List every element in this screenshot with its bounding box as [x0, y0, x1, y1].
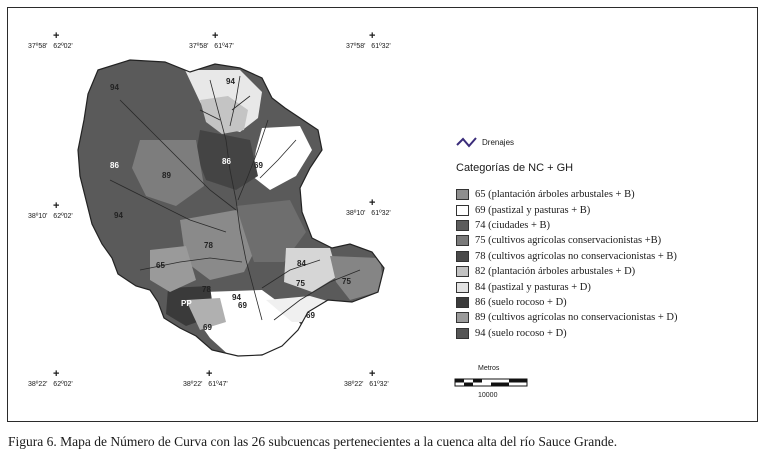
coord-cross: + — [369, 368, 376, 380]
map-label: 84 — [297, 259, 306, 268]
legend-item-label: 75 (cultivos agrícolas conservacionistas +B) — [475, 235, 662, 247]
map-label: 94 — [110, 83, 119, 92]
drainage-icon — [456, 136, 478, 148]
map-label: 65 — [156, 261, 165, 270]
coord-mid-right: 38º10' 61º32' — [346, 210, 391, 217]
legend-swatch — [456, 251, 469, 262]
map-label: 78 — [202, 285, 211, 294]
legend-drainage — [456, 136, 514, 148]
legend-swatch — [456, 312, 469, 323]
legend-item — [456, 218, 677, 233]
coord-bottom-left: 38º22' 62º02' — [28, 381, 73, 388]
map-label: 75 — [296, 279, 305, 288]
legend-swatch — [456, 205, 469, 216]
legend-item-label: 86 (suelo rocoso + D) — [475, 296, 567, 308]
map-label: 69 — [306, 311, 315, 320]
legend-item — [456, 187, 677, 202]
map-label: 75 — [342, 277, 351, 286]
coord-cross: + — [206, 368, 213, 380]
map-label: 94 — [226, 77, 235, 86]
legend-swatch — [456, 235, 469, 246]
map-label: 94 — [114, 211, 123, 220]
coord-bottom-right: 38º22' 61º32' — [344, 381, 389, 388]
map-label: 69 — [254, 161, 263, 170]
map-label: 86 — [110, 161, 119, 170]
map-label: 78 — [204, 241, 213, 250]
legend-item-label: 74 (ciudades + B) — [475, 219, 551, 231]
coord-cross: + — [212, 30, 219, 42]
legend-swatch — [456, 189, 469, 200]
legend-swatch — [456, 220, 469, 231]
map-label: 69 — [203, 323, 212, 332]
legend-item-label: 82 (plantación árboles arbustales + D) — [475, 266, 636, 278]
legend-item-label: 94 (suelo rocoso + D) — [475, 327, 567, 339]
scale-label-bottom: 10000 — [478, 392, 498, 399]
legend-item — [456, 233, 677, 248]
coord-cross: + — [53, 30, 60, 42]
map-label: 69 — [238, 301, 247, 310]
coord-top-left: 37º58' 62º02' — [28, 43, 73, 50]
legend-item-label: 65 (plantación árboles arbustales + B) — [475, 189, 635, 201]
coord-top-right: 37º58' 61º32' — [346, 43, 391, 50]
coord-top-center: 37º58' 61º47' — [189, 43, 234, 50]
legend-item-label: 84 (pastizal y pasturas + D) — [475, 281, 591, 293]
legend-item — [456, 310, 677, 325]
legend-title: Categorías de NC + GH — [456, 162, 574, 174]
legend-swatch — [456, 282, 469, 293]
legend-item — [456, 295, 677, 310]
legend-item-label: 78 (cultivos agrícolas no conservacionistas + B) — [475, 250, 677, 262]
legend-item-label: 69 (pastizal y pasturas + B) — [475, 204, 591, 216]
coord-mid-left: 38º10' 62º02' — [28, 213, 73, 220]
legend-item — [456, 279, 677, 294]
figure-caption: Figura 6. Mapa de Número de Curva con las 26 subcuencas pertenecientes a la cuenca alta del río Sauce Grande. — [8, 434, 618, 449]
coord-cross: + — [53, 200, 60, 212]
map-label: PP — [181, 299, 192, 308]
legend-swatch — [456, 266, 469, 277]
legend-item — [456, 326, 677, 341]
coord-bottom-center: 38º22' 61º47' — [183, 381, 228, 388]
map-label: 94 — [232, 293, 241, 302]
legend-item — [456, 249, 677, 264]
map-label: 89 — [162, 171, 171, 180]
legend-drainage-label: Drenajes — [482, 137, 515, 147]
legend-list — [456, 187, 677, 341]
coord-cross: + — [369, 30, 376, 42]
scale-bar-graphic — [454, 377, 530, 389]
coord-cross: + — [53, 368, 60, 380]
legend-swatch — [456, 297, 469, 308]
legend-item-label: 89 (cultivos agrícolas no conservacionistas + D) — [475, 312, 678, 324]
legend-item — [456, 264, 677, 279]
scale-label-top: Metros — [478, 365, 500, 372]
legend-item — [456, 202, 677, 217]
coord-cross: + — [369, 197, 376, 209]
map-label: 86 — [222, 157, 231, 166]
legend-swatch — [456, 328, 469, 339]
